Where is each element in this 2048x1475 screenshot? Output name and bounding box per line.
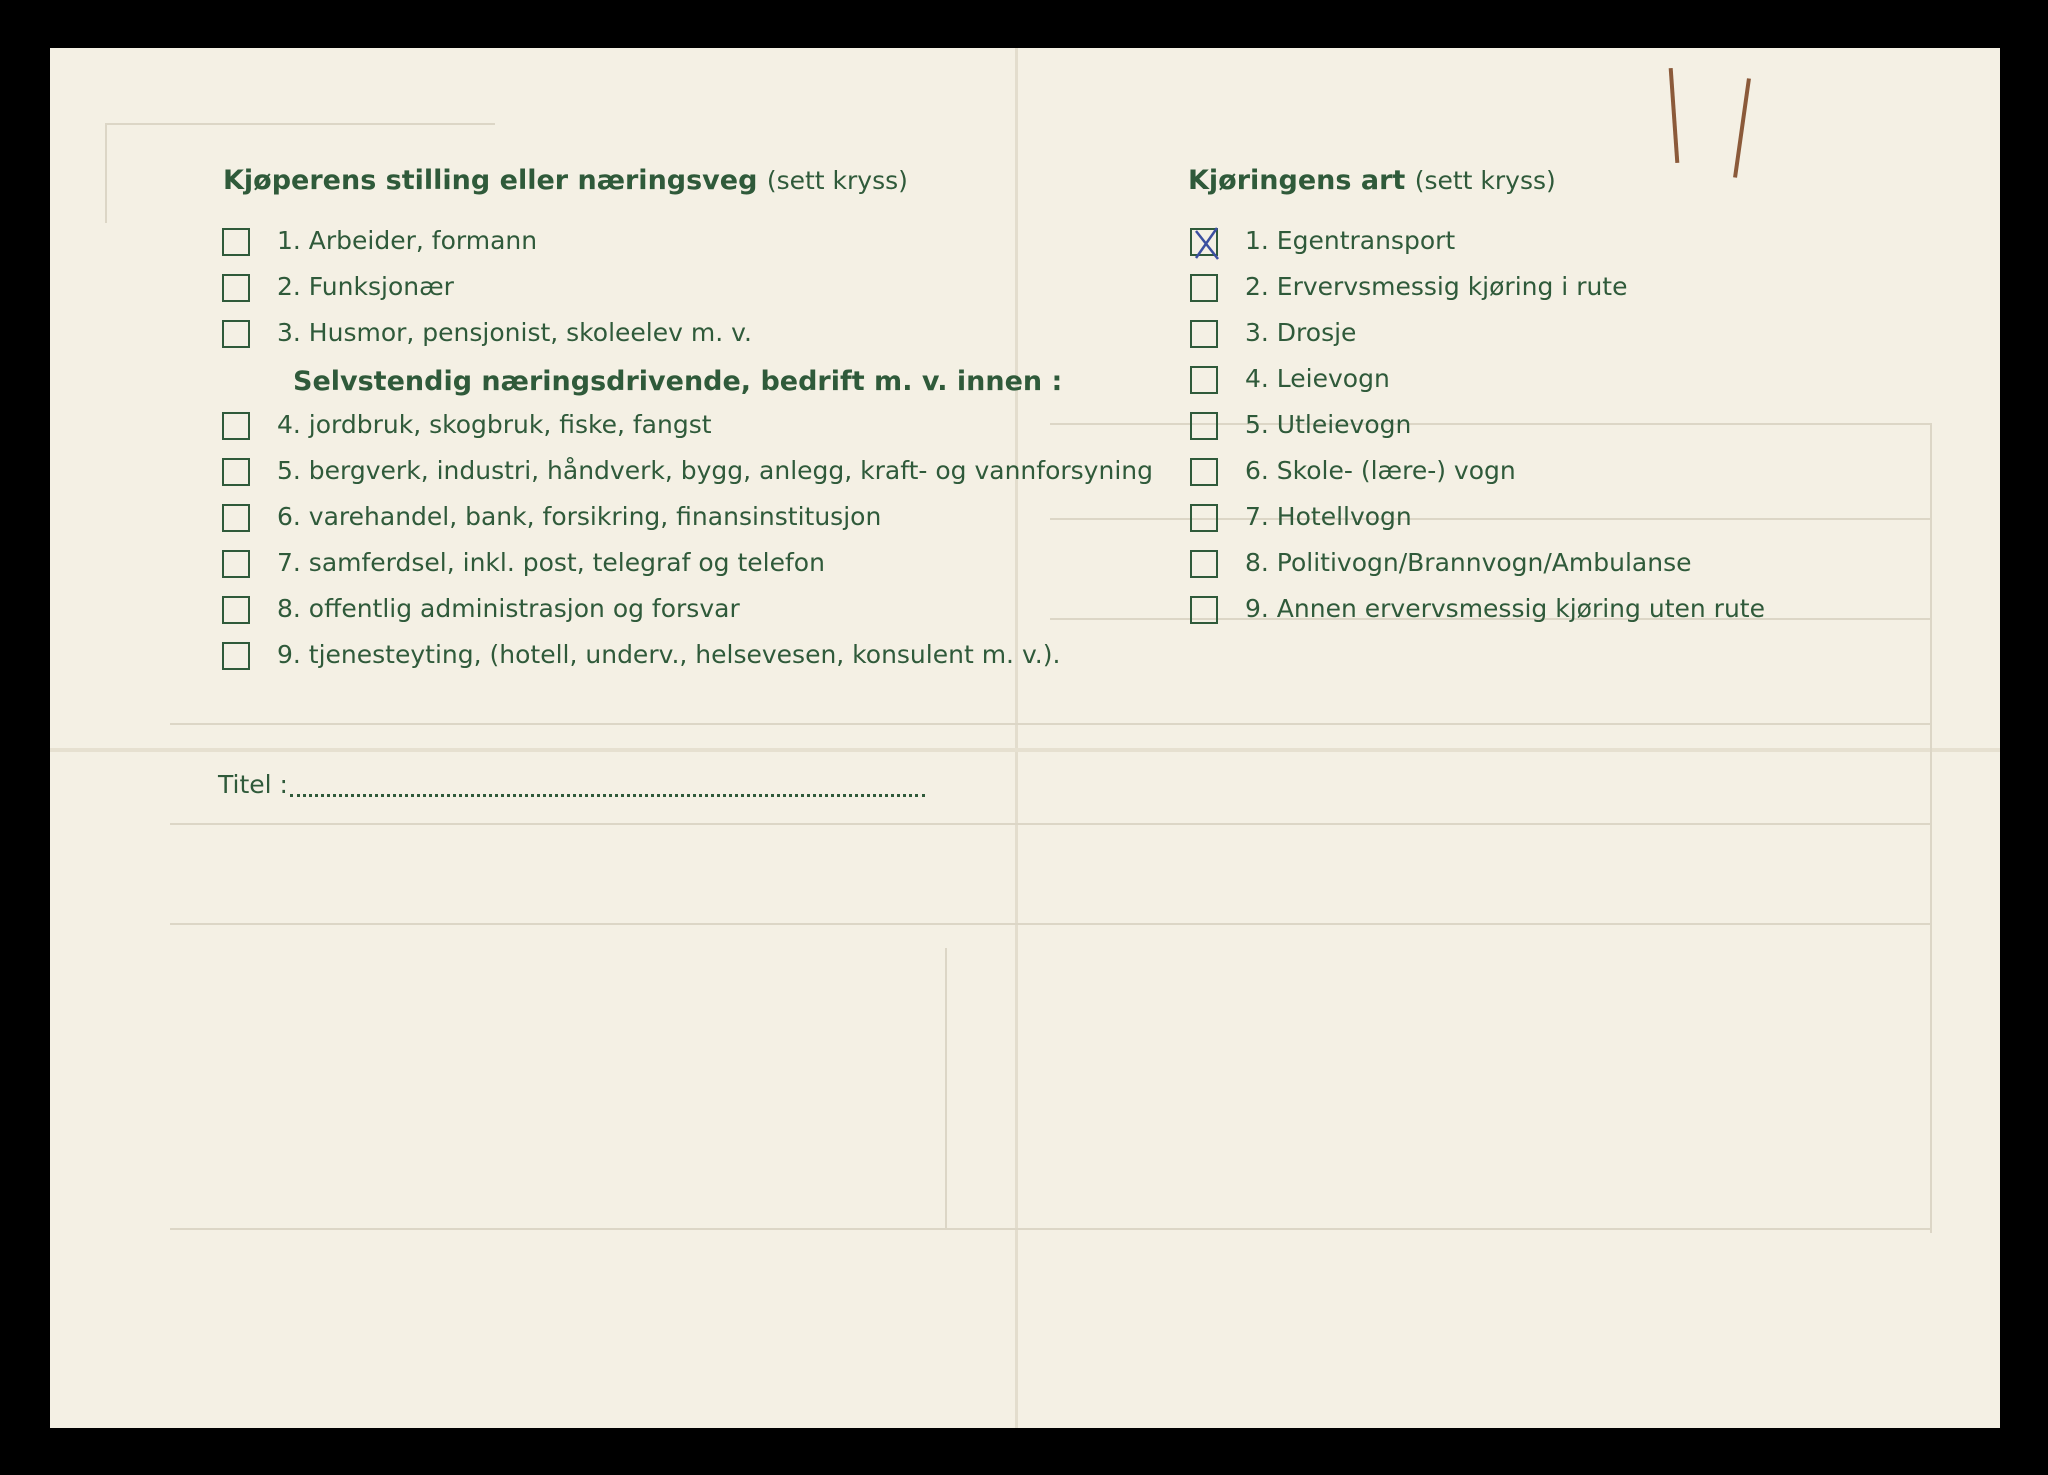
showthrough-rule [1930, 423, 1932, 1233]
buyer-option-label: 7. samferdsel, inkl. post, telegraf og telefon [277, 548, 825, 577]
buyer-option-label: 2. Funksjonær [277, 272, 454, 301]
driving-section-title-text: Kjøringens art [1188, 165, 1406, 196]
form-sheet [50, 48, 2000, 1428]
buyer-option-label: 6. varehandel, bank, forsikring, finansinstitusjon [277, 502, 882, 531]
checkbox[interactable] [222, 412, 250, 440]
buyer-section-title-text: Kjøperens stilling eller næringsveg [223, 165, 758, 196]
buyer-option-label: 1. Arbeider, formann [277, 226, 538, 255]
buyer-section-hint: (sett kryss) [766, 166, 908, 195]
driving-option-label: 8. Politivogn/Brannvogn/Ambulanse [1245, 548, 1692, 577]
buyer-option-label: 9. tjenesteyting, (hotell, underv., helsevesen, konsulent m. v.). [277, 640, 1061, 669]
showthrough-rule [945, 948, 947, 1228]
checkbox[interactable] [1190, 458, 1218, 486]
driving-option-label: 9. Annen ervervsmessig kjøring uten rute [1245, 594, 1765, 623]
checkbox[interactable] [222, 458, 250, 486]
checkbox[interactable] [222, 550, 250, 578]
showthrough-rule [1050, 423, 1930, 425]
checkbox[interactable] [1190, 274, 1218, 302]
showthrough-rule [170, 723, 1930, 725]
check-cross-icon [1190, 225, 1224, 263]
showthrough-rule [170, 1228, 1930, 1230]
driving-option-label: 1. Egentransport [1245, 226, 1456, 255]
showthrough-rule [170, 823, 1930, 825]
ink-mark [1733, 78, 1751, 178]
fold-crease-horizontal [50, 748, 2000, 752]
buyer-section-title [223, 165, 908, 196]
driving-option-label: 6. Skole- (lære-) vogn [1245, 456, 1516, 485]
buyer-option-label: 3. Husmor, pensjonist, skoleelev m. v. [277, 318, 752, 347]
driving-option-label: 5. Utleievogn [1245, 410, 1412, 439]
self-employed-subheading: Selvstendig næringsdrivende, bedrift m. v. innen : [293, 366, 1063, 397]
checkbox[interactable] [222, 274, 250, 302]
checkbox-checked[interactable] [1190, 228, 1218, 256]
fold-crease-vertical [1015, 48, 1018, 1428]
driving-option-label: 4. Leievogn [1245, 364, 1390, 393]
title-field-input[interactable] [290, 794, 925, 797]
checkbox[interactable] [1190, 412, 1218, 440]
title-field-label: Titel : [218, 770, 288, 799]
showthrough-rule [1050, 518, 1930, 520]
ink-mark [1669, 68, 1680, 163]
checkbox[interactable] [222, 320, 250, 348]
checkbox[interactable] [222, 228, 250, 256]
checkbox[interactable] [222, 504, 250, 532]
buyer-option-label: 8. offentlig administrasjon og forsvar [277, 594, 740, 623]
checkbox[interactable] [222, 596, 250, 624]
driving-option-label: 2. Ervervsmessig kjøring i rute [1245, 272, 1628, 301]
driving-section-title [1188, 165, 1556, 196]
checkbox[interactable] [1190, 504, 1218, 532]
showthrough-rule [105, 123, 107, 223]
checkbox[interactable] [1190, 596, 1218, 624]
buyer-option-label: 4. jordbruk, skogbruk, fiske, fangst [277, 410, 712, 439]
showthrough-rule [170, 923, 1930, 925]
driving-option-label: 3. Drosje [1245, 318, 1357, 347]
driving-section-hint: (sett kryss) [1414, 166, 1556, 195]
buyer-option-label: 5. bergverk, industri, håndverk, bygg, anlegg, kraft- og vannforsyning [277, 456, 1153, 485]
checkbox[interactable] [1190, 320, 1218, 348]
driving-option-label: 7. Hotellvogn [1245, 502, 1412, 531]
showthrough-rule [105, 123, 495, 125]
checkbox[interactable] [1190, 366, 1218, 394]
checkbox[interactable] [222, 642, 250, 670]
checkbox[interactable] [1190, 550, 1218, 578]
